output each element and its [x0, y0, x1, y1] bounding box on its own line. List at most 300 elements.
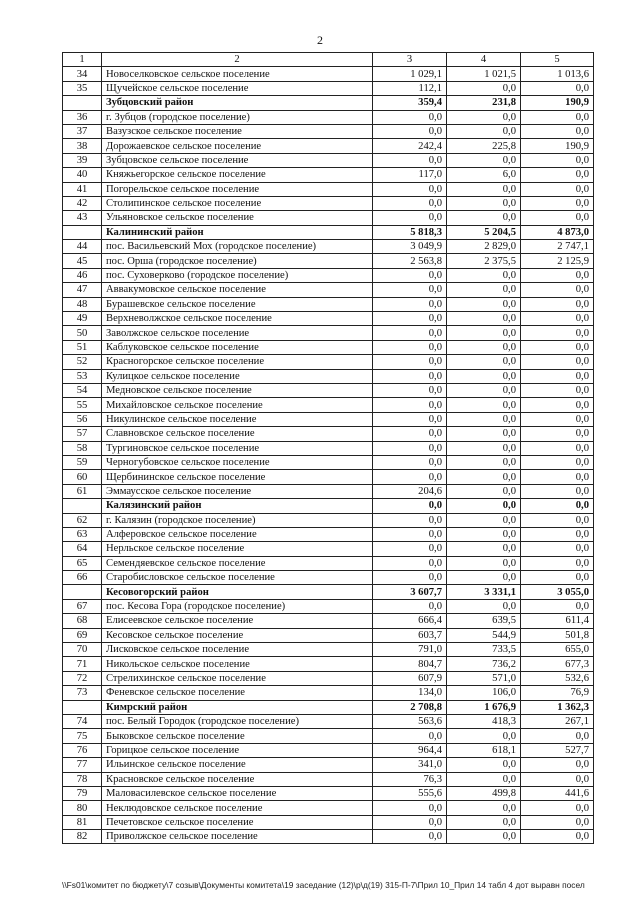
- table-row: [63, 427, 594, 441]
- value-col-4: 418,3: [447, 714, 521, 728]
- value-col-4: 0,0: [447, 340, 521, 354]
- table-row: [63, 801, 594, 815]
- settlement-name: Ильинское сельское поселение: [102, 758, 373, 772]
- value-col-5: 527,7: [521, 743, 594, 757]
- value-col-3: 0,0: [373, 815, 447, 829]
- value-col-4: 0,0: [447, 556, 521, 570]
- table-row: [63, 326, 594, 340]
- settlement-name: Новоселковское сельское поселение: [102, 67, 373, 81]
- value-col-4: 2 375,5: [447, 254, 521, 268]
- settlement-name: Никольское сельское поселение: [102, 657, 373, 671]
- value-col-5: 0,0: [521, 268, 594, 282]
- district-row: [63, 96, 594, 110]
- table-row: [63, 815, 594, 829]
- settlement-name: Погорельское сельское поселение: [102, 182, 373, 196]
- table-row: [63, 254, 594, 268]
- district-row: [63, 225, 594, 239]
- value-col-4: 0,0: [447, 268, 521, 282]
- value-col-5: 3 055,0: [521, 585, 594, 599]
- value-col-5: 0,0: [521, 499, 594, 513]
- value-col-5: 0,0: [521, 81, 594, 95]
- value-col-3: 2 563,8: [373, 254, 447, 268]
- table-row: [63, 412, 594, 426]
- value-col-4: 1 676,9: [447, 700, 521, 714]
- table-row: [63, 686, 594, 700]
- value-col-5: 0,0: [521, 182, 594, 196]
- settlement-name: Калязинский район: [102, 499, 373, 513]
- settlement-name: пос. Кесова Гора (городское поселение): [102, 599, 373, 613]
- column-header: 5: [521, 53, 594, 67]
- value-col-3: 0,0: [373, 527, 447, 541]
- settlement-name: Эммаусское сельское поселение: [102, 484, 373, 498]
- row-number: 50: [63, 326, 102, 340]
- value-col-5: 0,0: [521, 830, 594, 844]
- settlement-name: Заволжское сельское поселение: [102, 326, 373, 340]
- table-row: [63, 67, 594, 81]
- settlement-name: Быковское сельское поселение: [102, 729, 373, 743]
- row-number: [63, 96, 102, 110]
- settlement-name: Медновское сельское поселение: [102, 383, 373, 397]
- value-col-4: 0,0: [447, 758, 521, 772]
- table-row: [63, 196, 594, 210]
- settlement-name: Приволжское сельское поселение: [102, 830, 373, 844]
- value-col-3: 555,6: [373, 786, 447, 800]
- value-col-4: 0,0: [447, 772, 521, 786]
- value-col-4: 2 829,0: [447, 240, 521, 254]
- row-number: 61: [63, 484, 102, 498]
- row-number: 39: [63, 153, 102, 167]
- value-col-3: 3 607,7: [373, 585, 447, 599]
- district-row: [63, 499, 594, 513]
- settlement-name: Красногорское сельское поселение: [102, 355, 373, 369]
- value-col-5: 0,0: [521, 772, 594, 786]
- settlement-name: Зубцовский район: [102, 96, 373, 110]
- settlement-name: пос. Васильевский Мох (городское поселение): [102, 240, 373, 254]
- value-col-3: 563,6: [373, 714, 447, 728]
- row-number: 34: [63, 67, 102, 81]
- settlement-name: Стрелихинское сельское поселение: [102, 671, 373, 685]
- table-row: [63, 398, 594, 412]
- settlement-name: Елисеевское сельское поселение: [102, 614, 373, 628]
- row-number: 56: [63, 412, 102, 426]
- row-number: 78: [63, 772, 102, 786]
- value-col-3: 204,6: [373, 484, 447, 498]
- value-col-5: 4 873,0: [521, 225, 594, 239]
- settlement-name: Славновское сельское поселение: [102, 427, 373, 441]
- settlement-name: Маловасилевское сельское поселение: [102, 786, 373, 800]
- value-col-3: 0,0: [373, 355, 447, 369]
- row-number: 46: [63, 268, 102, 282]
- settlement-name: пос. Орша (городское поселение): [102, 254, 373, 268]
- row-number: 52: [63, 355, 102, 369]
- value-col-4: 0,0: [447, 542, 521, 556]
- settlement-name: пос. Белый Городок (городское поселение): [102, 714, 373, 728]
- row-number: 81: [63, 815, 102, 829]
- row-number: 55: [63, 398, 102, 412]
- value-col-3: 0,0: [373, 283, 447, 297]
- value-col-5: 0,0: [521, 196, 594, 210]
- table-row: [63, 786, 594, 800]
- value-col-4: 618,1: [447, 743, 521, 757]
- district-row: [63, 585, 594, 599]
- row-number: 59: [63, 455, 102, 469]
- value-col-5: 0,0: [521, 312, 594, 326]
- table-row: [63, 268, 594, 282]
- row-number: 72: [63, 671, 102, 685]
- settlement-name: Феневское сельское поселение: [102, 686, 373, 700]
- column-header: 3: [373, 53, 447, 67]
- table-row: [63, 369, 594, 383]
- table-row: [63, 312, 594, 326]
- column-header: 1: [63, 53, 102, 67]
- value-col-3: 242,4: [373, 139, 447, 153]
- value-col-3: 112,1: [373, 81, 447, 95]
- value-col-5: 0,0: [521, 211, 594, 225]
- value-col-4: 0,0: [447, 830, 521, 844]
- value-col-3: 791,0: [373, 643, 447, 657]
- value-col-5: 190,9: [521, 96, 594, 110]
- row-number: 54: [63, 383, 102, 397]
- settlement-name: Каблуковское сельское поселение: [102, 340, 373, 354]
- value-col-4: 0,0: [447, 124, 521, 138]
- table-row: [63, 297, 594, 311]
- value-col-4: 0,0: [447, 182, 521, 196]
- settlement-name: Нерльское сельское поселение: [102, 542, 373, 556]
- row-number: 53: [63, 369, 102, 383]
- table-row: [63, 340, 594, 354]
- row-number: 62: [63, 513, 102, 527]
- value-col-4: 0,0: [447, 326, 521, 340]
- settlement-name: Кесовогорский район: [102, 585, 373, 599]
- value-col-3: 359,4: [373, 96, 447, 110]
- table-row: [63, 830, 594, 844]
- table-row: [63, 772, 594, 786]
- row-number: 47: [63, 283, 102, 297]
- value-col-3: 603,7: [373, 628, 447, 642]
- settlement-name: Дорожаевское сельское поселение: [102, 139, 373, 153]
- value-col-3: 0,0: [373, 383, 447, 397]
- value-col-5: 0,0: [521, 427, 594, 441]
- table-row: [63, 441, 594, 455]
- row-number: 35: [63, 81, 102, 95]
- value-col-4: 0,0: [447, 499, 521, 513]
- value-col-3: 0,0: [373, 455, 447, 469]
- settlement-name: Горицкое сельское поселение: [102, 743, 373, 757]
- value-col-4: 0,0: [447, 599, 521, 613]
- table-row: [63, 527, 594, 541]
- value-col-4: 0,0: [447, 455, 521, 469]
- value-col-3: 666,4: [373, 614, 447, 628]
- table-row: [63, 628, 594, 642]
- table-row: [63, 81, 594, 95]
- value-col-5: 0,0: [521, 110, 594, 124]
- settlement-name: Алферовское сельское поселение: [102, 527, 373, 541]
- table-row: [63, 614, 594, 628]
- row-number: 82: [63, 830, 102, 844]
- value-col-4: 0,0: [447, 211, 521, 225]
- value-col-3: 0,0: [373, 124, 447, 138]
- settlement-name: Печетовское сельское поселение: [102, 815, 373, 829]
- row-number: 73: [63, 686, 102, 700]
- value-col-3: 134,0: [373, 686, 447, 700]
- value-col-4: 231,8: [447, 96, 521, 110]
- value-col-5: 441,6: [521, 786, 594, 800]
- settlement-name: Никулинское сельское поселение: [102, 412, 373, 426]
- value-col-4: 0,0: [447, 412, 521, 426]
- row-number: 58: [63, 441, 102, 455]
- value-col-3: 804,7: [373, 657, 447, 671]
- value-col-3: 0,0: [373, 312, 447, 326]
- settlement-name: г. Калязин (городское поселение): [102, 513, 373, 527]
- value-col-5: 0,0: [521, 470, 594, 484]
- value-col-5: 0,0: [521, 815, 594, 829]
- settlement-name: Красновское сельское поселение: [102, 772, 373, 786]
- row-number: 66: [63, 571, 102, 585]
- table-row: [63, 383, 594, 397]
- value-col-3: 0,0: [373, 297, 447, 311]
- table-row: [63, 556, 594, 570]
- value-col-3: 0,0: [373, 470, 447, 484]
- row-number: 48: [63, 297, 102, 311]
- row-number: 65: [63, 556, 102, 570]
- value-col-3: 3 049,9: [373, 240, 447, 254]
- settlement-name: Старобисловское сельское поселение: [102, 571, 373, 585]
- value-col-4: 0,0: [447, 729, 521, 743]
- table-row: [63, 283, 594, 297]
- table-row: [63, 355, 594, 369]
- value-col-5: 0,0: [521, 283, 594, 297]
- settlement-name: пос. Суховерково (городское поселение): [102, 268, 373, 282]
- value-col-4: 0,0: [447, 815, 521, 829]
- value-col-3: 0,0: [373, 182, 447, 196]
- value-col-4: 499,8: [447, 786, 521, 800]
- table-row: [63, 671, 594, 685]
- value-col-3: 0,0: [373, 729, 447, 743]
- value-col-4: 0,0: [447, 571, 521, 585]
- value-col-5: 0,0: [521, 527, 594, 541]
- settlement-name: Аввакумовское сельское поселение: [102, 283, 373, 297]
- value-col-5: 0,0: [521, 542, 594, 556]
- row-number: 49: [63, 312, 102, 326]
- table-row: [63, 168, 594, 182]
- table-row: [63, 542, 594, 556]
- value-col-5: 0,0: [521, 326, 594, 340]
- value-col-4: 0,0: [447, 801, 521, 815]
- value-col-4: 0,0: [447, 312, 521, 326]
- value-col-5: 190,9: [521, 139, 594, 153]
- value-col-5: 0,0: [521, 758, 594, 772]
- value-col-4: 639,5: [447, 614, 521, 628]
- row-number: 44: [63, 240, 102, 254]
- row-number: 45: [63, 254, 102, 268]
- column-header: 2: [102, 53, 373, 67]
- value-col-5: 501,8: [521, 628, 594, 642]
- value-col-3: 964,4: [373, 743, 447, 757]
- settlement-name: Кесовское сельское поселение: [102, 628, 373, 642]
- value-col-5: 0,0: [521, 398, 594, 412]
- settlement-name: Щучейское сельское поселение: [102, 81, 373, 95]
- settlement-name: Княжьегорское сельское поселение: [102, 168, 373, 182]
- value-col-5: 0,0: [521, 455, 594, 469]
- value-col-4: 0,0: [447, 427, 521, 441]
- value-col-3: 607,9: [373, 671, 447, 685]
- value-col-3: 0,0: [373, 412, 447, 426]
- row-number: 40: [63, 168, 102, 182]
- row-number: 75: [63, 729, 102, 743]
- table-row: [63, 484, 594, 498]
- table-row: [63, 758, 594, 772]
- value-col-3: 0,0: [373, 340, 447, 354]
- value-col-5: 2 125,9: [521, 254, 594, 268]
- value-col-5: 0,0: [521, 801, 594, 815]
- row-number: 68: [63, 614, 102, 628]
- value-col-3: 0,0: [373, 427, 447, 441]
- table-row: [63, 153, 594, 167]
- value-col-5: 0,0: [521, 340, 594, 354]
- value-col-3: 0,0: [373, 211, 447, 225]
- table-row: [63, 110, 594, 124]
- value-col-5: 1 362,3: [521, 700, 594, 714]
- value-col-3: 0,0: [373, 542, 447, 556]
- allocation-table: [62, 52, 594, 844]
- value-col-5: 677,3: [521, 657, 594, 671]
- table-row: [63, 643, 594, 657]
- settlement-name: Семендяевское сельское поселение: [102, 556, 373, 570]
- value-col-5: 0,0: [521, 153, 594, 167]
- value-col-5: 532,6: [521, 671, 594, 685]
- value-col-4: 0,0: [447, 355, 521, 369]
- value-col-3: 0,0: [373, 441, 447, 455]
- value-col-5: 0,0: [521, 383, 594, 397]
- table-header-row: [63, 53, 594, 67]
- value-col-5: 1 013,6: [521, 67, 594, 81]
- table-row: [63, 470, 594, 484]
- table-row: [63, 455, 594, 469]
- table-row: [63, 211, 594, 225]
- value-col-3: 0,0: [373, 830, 447, 844]
- value-col-4: 0,0: [447, 81, 521, 95]
- settlement-name: г. Зубцов (городское поселение): [102, 110, 373, 124]
- row-number: 69: [63, 628, 102, 642]
- value-col-3: 0,0: [373, 326, 447, 340]
- value-col-4: 3 331,1: [447, 585, 521, 599]
- settlement-name: Бурашевское сельское поселение: [102, 297, 373, 311]
- value-col-4: 0,0: [447, 297, 521, 311]
- value-col-4: 225,8: [447, 139, 521, 153]
- value-col-4: 0,0: [447, 383, 521, 397]
- row-number: 38: [63, 139, 102, 153]
- table-row: [63, 599, 594, 613]
- settlement-name: Черногубовское сельское поселение: [102, 455, 373, 469]
- value-col-4: 106,0: [447, 686, 521, 700]
- settlement-name: Зубцовское сельское поселение: [102, 153, 373, 167]
- table-row: [63, 657, 594, 671]
- value-col-4: 6,0: [447, 168, 521, 182]
- value-col-3: 0,0: [373, 556, 447, 570]
- row-number: 74: [63, 714, 102, 728]
- value-col-4: 544,9: [447, 628, 521, 642]
- row-number: 57: [63, 427, 102, 441]
- row-number: 71: [63, 657, 102, 671]
- settlement-name: Калининский район: [102, 225, 373, 239]
- value-col-5: 0,0: [521, 412, 594, 426]
- value-col-4: 0,0: [447, 153, 521, 167]
- settlement-name: Тургиновское сельское поселение: [102, 441, 373, 455]
- value-col-5: 0,0: [521, 484, 594, 498]
- value-col-4: 733,5: [447, 643, 521, 657]
- value-col-4: 0,0: [447, 398, 521, 412]
- row-number: 42: [63, 196, 102, 210]
- value-col-3: 1 029,1: [373, 67, 447, 81]
- value-col-5: 611,4: [521, 614, 594, 628]
- value-col-3: 0,0: [373, 153, 447, 167]
- value-col-4: 1 021,5: [447, 67, 521, 81]
- row-number: 77: [63, 758, 102, 772]
- value-col-3: 0,0: [373, 110, 447, 124]
- value-col-3: 0,0: [373, 369, 447, 383]
- value-col-3: 5 818,3: [373, 225, 447, 239]
- row-number: 60: [63, 470, 102, 484]
- district-row: [63, 700, 594, 714]
- row-number: 51: [63, 340, 102, 354]
- value-col-4: 0,0: [447, 527, 521, 541]
- value-col-4: 0,0: [447, 369, 521, 383]
- value-col-4: 0,0: [447, 470, 521, 484]
- row-number: 76: [63, 743, 102, 757]
- row-number: 36: [63, 110, 102, 124]
- table-row: [63, 124, 594, 138]
- page-number: 2: [317, 33, 323, 47]
- settlement-name: Кулицкое сельское поселение: [102, 369, 373, 383]
- row-number: [63, 585, 102, 599]
- table-row: [63, 182, 594, 196]
- settlement-name: Лисковское сельское поселение: [102, 643, 373, 657]
- table-row: [63, 729, 594, 743]
- value-col-3: 0,0: [373, 801, 447, 815]
- row-number: [63, 700, 102, 714]
- value-col-4: 0,0: [447, 196, 521, 210]
- value-col-3: 0,0: [373, 571, 447, 585]
- row-number: 64: [63, 542, 102, 556]
- row-number: 41: [63, 182, 102, 196]
- value-col-4: 5 204,5: [447, 225, 521, 239]
- value-col-4: 0,0: [447, 484, 521, 498]
- value-col-5: 267,1: [521, 714, 594, 728]
- settlement-name: Михайловское сельское поселение: [102, 398, 373, 412]
- value-col-4: 0,0: [447, 513, 521, 527]
- value-col-5: 0,0: [521, 513, 594, 527]
- value-col-3: 0,0: [373, 196, 447, 210]
- value-col-3: 341,0: [373, 758, 447, 772]
- row-number: 43: [63, 211, 102, 225]
- row-number: 67: [63, 599, 102, 613]
- value-col-5: 0,0: [521, 729, 594, 743]
- value-col-5: 0,0: [521, 599, 594, 613]
- value-col-3: 0,0: [373, 268, 447, 282]
- row-number: 79: [63, 786, 102, 800]
- settlement-name: Кимрский район: [102, 700, 373, 714]
- value-col-5: 76,9: [521, 686, 594, 700]
- value-col-5: 0,0: [521, 355, 594, 369]
- table-row: [63, 240, 594, 254]
- table-row: [63, 743, 594, 757]
- value-col-3: 0,0: [373, 599, 447, 613]
- value-col-3: 0,0: [373, 398, 447, 412]
- row-number: 70: [63, 643, 102, 657]
- value-col-5: 2 747,1: [521, 240, 594, 254]
- value-col-4: 0,0: [447, 283, 521, 297]
- table-row: [63, 571, 594, 585]
